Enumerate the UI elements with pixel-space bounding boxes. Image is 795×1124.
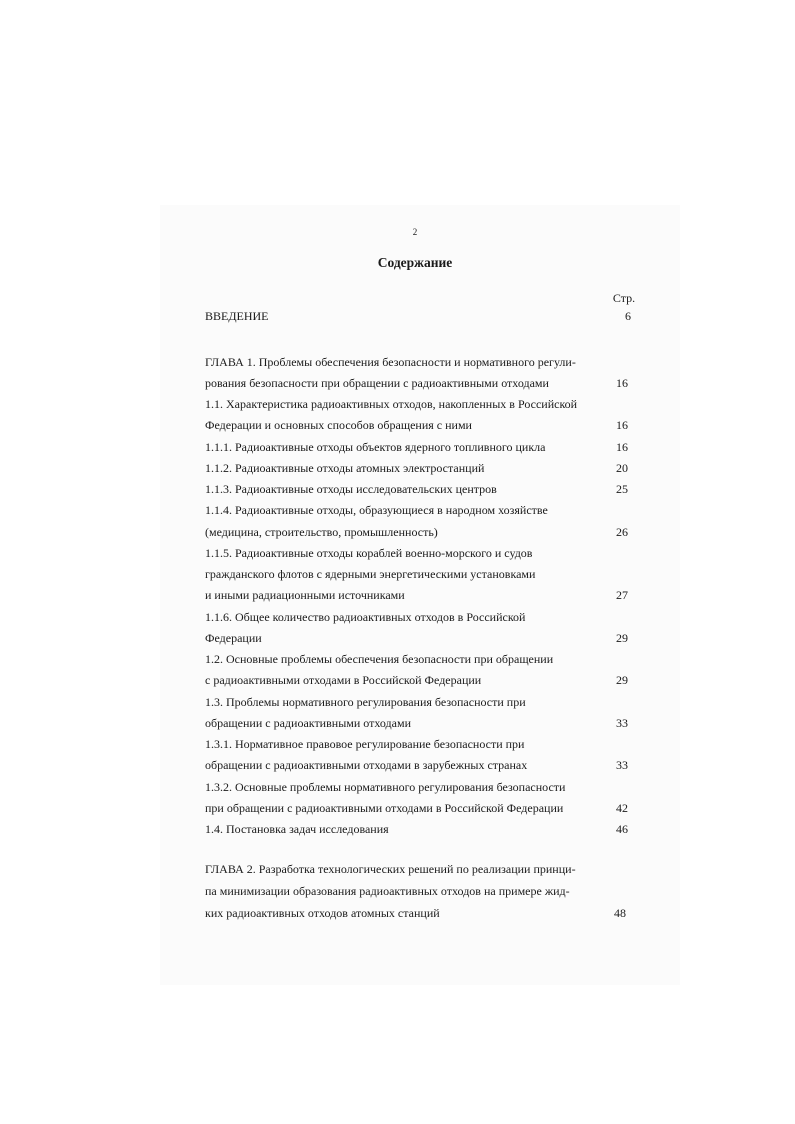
toc-entry-line: (медицина, строительство, промышленность) xyxy=(205,525,438,539)
toc-entry-line: 1.1. Характеристика радиоактивных отходов, накопленных в Российской xyxy=(205,397,578,411)
toc-entry-page: 6 xyxy=(625,309,631,323)
toc-entry-line: Федерации xyxy=(205,631,262,645)
toc-entry-line: и иными радиационными источниками xyxy=(205,588,405,602)
toc-entry-line: 1.1.6. Общее количество радиоактивных отходов в Российской xyxy=(205,610,526,624)
page-title: Содержание xyxy=(377,255,453,270)
toc-entry-line: обращении с радиоактивными отходами xyxy=(205,716,412,730)
toc-entry-line: ГЛАВА 1. Проблемы обеспечения безопасности и нормативного регули- xyxy=(205,355,576,369)
toc-entry-line: 1.1.3. Радиоактивные отходы исследовательских центров xyxy=(205,482,497,496)
toc-entry-line: 1.1.2. Радиоактивные отходы атомных электростанций xyxy=(205,461,485,475)
toc-entry-page: 27 xyxy=(616,588,628,602)
toc-entry-page: 16 xyxy=(616,440,628,454)
toc-entry-line: рования безопасности при обращении с радиоактивными отходами xyxy=(205,376,549,390)
toc-entry-page: 20 xyxy=(616,461,628,475)
toc-entry-line: при обращении с радиоактивными отходами в Российской Федерации xyxy=(205,801,564,815)
toc-entry-page: 33 xyxy=(616,716,628,730)
toc-entry-line: ГЛАВА 2. Разработка технологических решений по реализации принци- xyxy=(205,862,576,876)
toc-entry-page: 16 xyxy=(616,376,628,390)
toc-entry-line: 1.1.4. Радиоактивные отходы, образующиеся в народном хозяйстве xyxy=(205,503,548,517)
toc-entry-page: 46 xyxy=(616,822,628,836)
toc-entry-page: 48 xyxy=(614,906,626,920)
toc-entry-line: 1.1.5. Радиоактивные отходы кораблей военно-морского и судов xyxy=(205,546,533,560)
toc-entry-page: 25 xyxy=(616,482,628,496)
toc-entry-page: 26 xyxy=(616,525,628,539)
toc-entry-line: 1.1.1. Радиоактивные отходы объектов ядерного топливного цикла xyxy=(205,440,546,454)
toc-entry-line: ВВЕДЕНИЕ xyxy=(205,309,269,323)
toc-entry-page: 33 xyxy=(616,758,628,772)
toc-entry-line: 1.4. Постановка задач исследования xyxy=(205,822,389,836)
page-number: 2 xyxy=(412,227,418,237)
toc-entry-page: 29 xyxy=(616,631,628,645)
toc-entry-page: 16 xyxy=(616,418,628,432)
toc-entry-line: гражданского флотов с ядерными энергетическими установками xyxy=(205,567,536,581)
page-column-header: Стр. xyxy=(612,291,636,305)
toc-entry-line: 1.3. Проблемы нормативного регулирования безопасности при xyxy=(205,695,526,709)
toc-entry-line: па минимизации образования радиоактивных отходов на примере жид- xyxy=(205,884,570,898)
toc-entry-line: обращении с радиоактивными отходами в зарубежных странах xyxy=(205,758,528,772)
toc-entry-page: 29 xyxy=(616,673,628,687)
toc-entry-line: ких радиоактивных отходов атомных станций xyxy=(205,906,440,920)
toc-entry-line: с радиоактивными отходами в Российской Федерации xyxy=(205,673,482,687)
toc-entry-page: 42 xyxy=(616,801,628,815)
toc-entry-line: Федерации и основных способов обращения с ними xyxy=(205,418,472,432)
toc-entry-line: 1.3.2. Основные проблемы нормативного регулирования безопасности xyxy=(205,780,566,794)
toc-entry-line: 1.2. Основные проблемы обеспечения безопасности при обращении xyxy=(205,652,554,666)
toc-entry-line: 1.3.1. Нормативное правовое регулирование безопасности при xyxy=(205,737,525,751)
